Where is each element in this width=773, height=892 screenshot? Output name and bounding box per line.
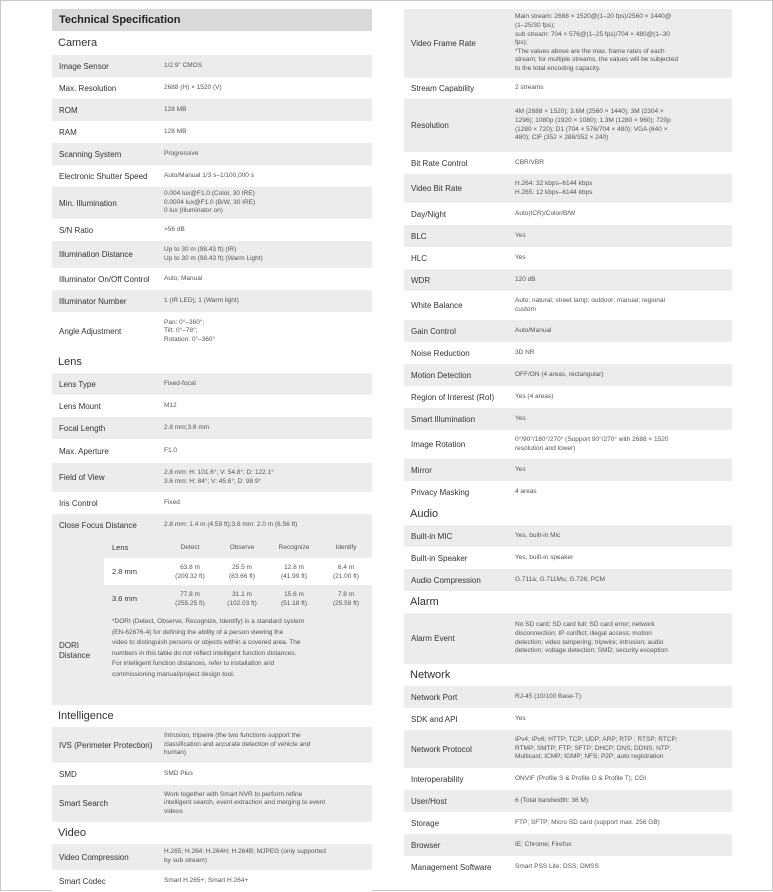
spec-value xyxy=(164,732,372,758)
spec-value xyxy=(515,371,732,380)
spec-value-line: videos xyxy=(164,807,183,815)
spec-row xyxy=(52,785,372,822)
spec-value xyxy=(164,380,372,389)
spec-value-line: Auto; natural; street lamp; outdoor; manual; regional xyxy=(515,296,665,304)
spec-value xyxy=(164,424,372,433)
spec-value xyxy=(515,621,732,655)
spec-value-line: (1280 × 720); D1 (704 × 576/704 × 480); VGA (640 × xyxy=(515,125,668,133)
spec-value-line: Smart H.265+; Smart H.264+ xyxy=(164,876,249,884)
dori-key: DORI Distance xyxy=(59,640,91,660)
spec-row xyxy=(404,708,732,730)
spec-value-line: Fixed-focal xyxy=(164,379,196,387)
dori-lens-cell: 3.6 mm xyxy=(112,594,138,603)
dori-distance-cell xyxy=(320,563,372,581)
spec-row xyxy=(404,613,732,664)
dori-distance-cell xyxy=(164,590,216,608)
spec-value-line: FTP; SFTP; Micro SD card (support max. 256 GB) xyxy=(515,818,660,826)
spec-key: Day/Night xyxy=(411,209,447,219)
spec-value-line: Auto; Manual xyxy=(164,274,203,282)
section-title-camera: Camera xyxy=(58,37,98,49)
dori-distance-line: (255.25 ft) xyxy=(175,599,205,607)
dori-distance-line: (41.99 ft) xyxy=(280,572,307,580)
spec-key: Stream Capability xyxy=(411,84,475,93)
dori-row xyxy=(104,558,372,585)
spec-value-line: 2 streams xyxy=(515,84,544,92)
spec-value-line: 1/2.9" CMOS xyxy=(164,61,203,69)
spec-key: Smart Codec xyxy=(59,876,106,886)
spec-key: Motion Detection xyxy=(411,370,472,380)
spec-value xyxy=(515,349,732,358)
spec-row xyxy=(404,203,732,225)
spec-key: Illuminator On/Off Control xyxy=(59,274,150,284)
spec-value-line: stream; for multiple streams, the values will be subjected xyxy=(515,56,678,64)
spec-row xyxy=(52,514,372,536)
spec-value-line: H.265: 12 kbps–6144 kbps xyxy=(515,188,593,196)
spec-row xyxy=(52,165,372,187)
spec-value xyxy=(164,319,372,345)
spec-key: Scanning System xyxy=(59,149,122,159)
spec-key: Built-in Speaker xyxy=(411,553,468,563)
spec-row xyxy=(52,395,372,417)
spec-key: Resolution xyxy=(411,121,449,130)
spec-value-line: 1 (IR LED); 1 (Warm light) xyxy=(164,296,239,304)
spec-value xyxy=(515,554,732,563)
spec-row xyxy=(52,99,372,121)
spec-row xyxy=(52,312,372,351)
dori-distance-line: (209.32 ft) xyxy=(175,572,205,580)
spec-value xyxy=(515,276,732,285)
spec-key: Illumination Distance xyxy=(59,250,133,259)
spec-key: Illuminator Number xyxy=(59,296,127,306)
spec-value-line: sub stream: 704 × 576@(1–25 fps)/704 × 480@(1–30 xyxy=(515,30,670,38)
spec-value xyxy=(164,469,372,486)
spec-value xyxy=(515,466,732,475)
spec-key: Bit Rate Control xyxy=(411,158,468,168)
spec-key: Close Focus Distance xyxy=(59,520,137,530)
spec-value-line: resolution and lower) xyxy=(515,444,576,452)
dori-distance-line: 7.8 m xyxy=(337,590,355,598)
spec-value-line: 4 areas xyxy=(515,487,537,495)
spec-row xyxy=(404,291,732,320)
spec-value xyxy=(164,499,372,508)
dori-distance-cell xyxy=(268,590,320,608)
spec-value xyxy=(164,172,372,181)
section-title-lens: Lens xyxy=(58,356,82,368)
spec-value-line: Yes xyxy=(515,465,526,473)
dori-distance-line: 6.4 m xyxy=(337,563,355,571)
spec-value-line: G.711a; G.711Mu; G.726; PCM xyxy=(515,575,606,583)
spec-row xyxy=(52,463,372,492)
spec-title: Technical Specification xyxy=(52,9,372,31)
spec-value xyxy=(515,232,732,241)
spec-key: Alarm Event xyxy=(411,634,455,643)
spec-value-line: Yes xyxy=(515,253,526,261)
dori-distance-cell xyxy=(216,590,268,608)
spec-value xyxy=(515,254,732,263)
spec-value xyxy=(515,532,732,541)
spec-value-line: fps); xyxy=(515,39,528,47)
spec-value xyxy=(164,150,372,159)
spec-row xyxy=(404,78,732,99)
spec-value-line: Progressive xyxy=(164,149,199,157)
spec-key: HLC xyxy=(411,253,428,263)
spec-value-line: Fixed xyxy=(164,498,180,506)
spec-row xyxy=(404,459,732,481)
spec-key: Network Protocol xyxy=(411,744,472,754)
dori-note-line: *DORI (Detect, Observe, Recognize, Identify) is a standard system xyxy=(112,618,305,625)
spec-value-line: 3.6 mm: H: 84°; V: 45.6°; D: 98.9° xyxy=(164,477,262,485)
spec-key: Electronic Shutter Speed xyxy=(59,171,148,181)
spec-value xyxy=(164,246,372,263)
spec-row xyxy=(52,268,372,290)
spec-value-line: 480); CIF (352 × 288/352 × 240) xyxy=(515,134,609,142)
spec-value-line: 1296); 1080p (1920 × 1080); 1.3M (1280 × 960); 720p xyxy=(515,116,671,124)
spec-key: SMD xyxy=(59,769,77,779)
spec-row xyxy=(404,408,732,430)
spec-row xyxy=(52,492,372,514)
spec-value-line: 2688 (H) × 1520 (V) xyxy=(164,83,222,91)
spec-row xyxy=(52,439,372,463)
spec-row xyxy=(52,187,372,219)
spec-value-line: Yes (4 areas) xyxy=(515,392,554,400)
spec-value-line: IPv4; IPv6; HTTP; TCP; UDP; ARP; RTP ; RTSP; RTCP; xyxy=(515,736,678,744)
spec-row xyxy=(404,174,732,203)
spec-key: Built-in MIC xyxy=(411,531,453,541)
spec-key: Audio Compression xyxy=(411,575,481,585)
spec-value-line: IE; Chrome; Firefox xyxy=(515,840,572,848)
spec-key: Max. Resolution xyxy=(59,83,117,93)
dori-distance-line: 77.8 m xyxy=(180,590,200,598)
spec-value-line: 128 MB xyxy=(164,105,187,113)
spec-key: Min. Illumination xyxy=(59,198,117,208)
spec-value-line: 0.004 lux@F1.0 (Color, 30 IRE) xyxy=(164,190,255,198)
dori-note-line: (EN-62676-4) for defining the ability of a person viewing the xyxy=(112,628,284,636)
spec-value-line: 4M (2688 × 1520); 3.6M (2560 × 1440); 3M (2304 × xyxy=(515,108,664,116)
spec-value xyxy=(515,297,732,314)
spec-value xyxy=(515,210,732,219)
spec-value-line: Yes, built-in speaker xyxy=(515,553,574,561)
spec-value-line: Tilt: 0°–78°; xyxy=(164,327,198,335)
dori-distance-cell xyxy=(320,590,372,608)
spec-value xyxy=(515,393,732,402)
spec-value xyxy=(515,13,732,73)
spec-row xyxy=(52,77,372,99)
spec-value-line: 128 MB xyxy=(164,127,187,135)
spec-value-line: 0 lux (Illuminator on) xyxy=(164,207,223,215)
spec-key: Browser xyxy=(411,840,441,850)
spec-row xyxy=(404,9,732,78)
spec-value-line: RTMP; SMTP; FTP; SFTP; DHCP; DNS; DDNS; NTP; xyxy=(515,744,671,752)
spec-value xyxy=(164,128,372,137)
spec-key: Max. Aperture xyxy=(59,446,109,456)
spec-value-line: SMD Plus xyxy=(164,769,193,777)
spec-key: Focal Length xyxy=(59,423,106,433)
dori-note-line: numbers in this table do not reflect intelligent function distances. xyxy=(112,649,297,657)
spec-value xyxy=(164,106,372,115)
dori-header-cell: Detect xyxy=(180,543,200,551)
spec-row xyxy=(404,790,732,812)
spec-key: Image Sensor xyxy=(59,61,109,71)
spec-value-line: >56 dB xyxy=(164,225,185,233)
dori-distance-cell xyxy=(268,563,320,581)
spec-row xyxy=(52,870,372,892)
spec-value xyxy=(515,488,732,497)
spec-value xyxy=(515,436,732,453)
spec-value xyxy=(515,576,732,585)
spec-row xyxy=(404,856,732,878)
spec-key: SDK and API xyxy=(411,714,458,724)
spec-value-line: Yes, built-in Mic xyxy=(515,531,561,539)
spec-value xyxy=(515,180,732,197)
spec-row xyxy=(52,121,372,143)
spec-row xyxy=(404,247,732,269)
spec-key: Video Compression xyxy=(59,852,129,862)
section-title-alarm: Alarm xyxy=(410,596,439,608)
spec-key: Lens Type xyxy=(59,379,96,389)
spec-value-line: Rotation: 0°–360° xyxy=(164,335,216,343)
spec-value xyxy=(515,819,732,828)
spec-row xyxy=(404,152,732,174)
spec-key: User/Host xyxy=(411,796,447,806)
spec-key: Privacy Masking xyxy=(411,487,470,497)
spec-value-line: 0.0004 lux@F1.0 (B/W, 30 IRE) xyxy=(164,198,256,206)
dori-distance-line: 12.8 m xyxy=(284,563,304,571)
dori-note-line: For intelligent function distances, refer to installation and xyxy=(112,660,275,668)
spec-value xyxy=(515,863,732,872)
spec-value-line: by sub stream) xyxy=(164,857,207,864)
spec-key: Interoperability xyxy=(411,774,464,784)
spec-value xyxy=(515,841,732,850)
spec-value-line: Yes xyxy=(515,231,526,239)
spec-value xyxy=(164,84,372,93)
spec-row xyxy=(404,99,732,152)
spec-row xyxy=(404,342,732,364)
spec-key: White Balance xyxy=(411,301,463,310)
spec-column-left xyxy=(52,9,372,892)
spec-value xyxy=(515,693,732,702)
spec-key: Video Bit Rate xyxy=(411,184,462,193)
spec-value xyxy=(515,84,732,93)
spec-value xyxy=(515,159,732,168)
dori-distance-line: (25.59 ft) xyxy=(332,599,359,607)
dori-distance-line: (102.03 ft) xyxy=(227,599,257,607)
spec-value-line: 2.8 mm: H: 101.6°; V: 54.8°; D: 122.1° xyxy=(164,468,274,476)
spec-value-line: intelligent search, event extraction and merging to event xyxy=(164,799,326,807)
spec-value xyxy=(164,770,372,779)
spec-value xyxy=(164,877,372,886)
spec-key: Video Frame Rate xyxy=(411,39,476,48)
spec-row xyxy=(52,763,372,785)
spec-value-line: to the total encoding capacity. xyxy=(515,64,601,72)
spec-value-line: CBR/VBR xyxy=(515,158,544,166)
section-title-video: Video xyxy=(58,827,86,839)
dori-lens-cell: 2.8 mm xyxy=(112,567,138,576)
dori-header-row xyxy=(104,536,372,558)
spec-value-line: disconnection; IP conflict; illegal access; motion xyxy=(515,629,652,637)
spec-row xyxy=(404,686,732,708)
dori-header-cell: Lens xyxy=(112,542,129,552)
spec-row xyxy=(404,569,732,591)
spec-row xyxy=(404,768,732,790)
dori-distance-line: 31.1 m xyxy=(232,590,252,598)
spec-value-line: Intrusion, tripwire (the two functions support the xyxy=(164,732,301,740)
spec-value-line: Smart PSS Lite; DSS; DMSS xyxy=(515,862,599,870)
spec-value-line: Up to 30 m (98.43 ft) (Warm Light) xyxy=(164,254,263,262)
spec-value xyxy=(515,797,732,806)
spec-value-line: H.265; H.264; H.264H; H.264B; MJPEG (only supported xyxy=(164,848,326,856)
spec-row xyxy=(404,812,732,834)
spec-value-line: Auto/Manual xyxy=(515,326,552,334)
spec-value-line: Yes xyxy=(515,714,526,722)
spec-value xyxy=(515,415,732,424)
spec-value-line: classification and accurate detection of vehicle and xyxy=(164,740,311,748)
spec-key: Gain Control xyxy=(411,326,456,336)
spec-value xyxy=(515,715,732,724)
spec-value-line: OFF/ON (4 areas, rectangular) xyxy=(515,370,604,378)
dori-distance-line: (21.00 ft) xyxy=(332,572,359,580)
spec-value xyxy=(164,402,372,411)
spec-value xyxy=(164,447,372,456)
spec-row xyxy=(52,727,372,763)
spec-key: Network Port xyxy=(411,692,458,702)
dori-note-line: commissioning manual/project design tool. xyxy=(112,670,235,678)
spec-row xyxy=(52,417,372,439)
dori-distance-line: (51.18 ft) xyxy=(280,599,307,607)
spec-value xyxy=(515,775,732,784)
dori-body xyxy=(104,536,372,705)
spec-row xyxy=(52,219,372,241)
spec-value xyxy=(164,848,372,865)
spec-value-line: human) xyxy=(164,749,187,757)
spec-key: Noise Reduction xyxy=(411,348,470,358)
spec-key: Region of Interest (RoI) xyxy=(411,392,495,402)
spec-row xyxy=(404,364,732,386)
spec-value-line: detection; voltage detection; SMD; security exception xyxy=(515,647,668,655)
spec-row xyxy=(404,386,732,408)
spec-key: IVS (Perimeter Protection) xyxy=(59,740,153,750)
dori-note-line: video to distinguish persons or objects within a covered area. The xyxy=(112,639,301,647)
spec-value-line: custom xyxy=(515,305,536,313)
spec-value-line: H.264: 32 kbps–6144 kbps xyxy=(515,179,593,187)
spec-value xyxy=(164,297,372,306)
spec-value-line: No SD card; SD card full; SD card error; network xyxy=(515,621,655,629)
spec-key: Management Software xyxy=(411,862,492,872)
spec-row xyxy=(52,55,372,77)
spec-value xyxy=(515,327,732,336)
spec-value xyxy=(164,275,372,284)
dori-header-cell: Identify xyxy=(335,543,357,551)
spec-row xyxy=(404,834,732,856)
spec-row xyxy=(404,269,732,291)
dori-distance-cell xyxy=(164,563,216,581)
spec-value-line: 2.8 mm: 1.4 m (4.59 ft);3.6 mm: 2.0 m (6.56 ft) xyxy=(164,520,298,528)
dori-header-cell: Recognize xyxy=(278,543,310,551)
spec-value-line: Auto/Manual 1/3 s–1/100,000 s xyxy=(164,171,254,179)
spec-value-line: Multicast; ICMP; IGMP; NFS; P2P; auto registration xyxy=(515,753,664,761)
spec-key: Iris Control xyxy=(59,498,98,508)
spec-value xyxy=(164,190,372,216)
spec-row xyxy=(404,320,732,342)
spec-row xyxy=(404,481,732,503)
dori-distance-line: 63.8 m xyxy=(180,563,200,571)
spec-value-line: Up to 30 m (98.43 ft) (IR) xyxy=(164,245,237,253)
dori-distance-line: 15.6 m xyxy=(284,590,304,598)
spec-value xyxy=(164,62,372,71)
spec-value-line: Work together with Smart NVR to perform refine xyxy=(164,790,303,798)
spec-row xyxy=(404,225,732,247)
section-title-audio: Audio xyxy=(410,508,439,520)
spec-value xyxy=(164,521,372,530)
spec-row xyxy=(404,430,732,459)
spec-row xyxy=(52,844,372,870)
spec-value-line: Main stream: 2688 × 1520@(1–20 fps)/2560 × 1440@ xyxy=(515,13,672,21)
spec-row xyxy=(404,730,732,768)
spec-value xyxy=(515,108,732,142)
spec-row xyxy=(52,290,372,312)
dori-header-cell: Observe xyxy=(229,543,255,551)
spec-value-line: 0°/90°/180°/270° (Support 90°/270° with 2688 × 1520 xyxy=(515,435,669,443)
spec-value-line: ONVIF (Profile S & Profile G & Profile T); CGI xyxy=(515,774,646,782)
spec-key: Lens Mount xyxy=(59,401,101,411)
spec-key: S/N Ratio xyxy=(59,225,94,235)
spec-value-line: RJ-45 (10/100 Base-T) xyxy=(515,692,582,700)
section-title-network: Network xyxy=(410,669,451,681)
spec-key: RAM xyxy=(59,127,77,137)
dori-distance-cell xyxy=(216,563,268,581)
spec-key: Storage xyxy=(411,818,440,828)
spec-column-right xyxy=(404,9,732,878)
spec-key: Smart Illumination xyxy=(411,414,476,424)
spec-value-line: 3D NR xyxy=(515,348,535,356)
spec-key: WDR xyxy=(411,275,431,285)
spec-value-line: Pan: 0°–360°; xyxy=(164,318,205,326)
dori-note xyxy=(104,612,372,705)
spec-key: Mirror xyxy=(411,465,432,475)
spec-value-line: Yes xyxy=(515,414,526,422)
spec-value-line: *The values above are the max. frame rates of each xyxy=(515,47,665,55)
spec-value-line: 120 dB xyxy=(515,275,536,283)
dori-distance-line: (83.66 ft) xyxy=(228,572,255,580)
spec-row xyxy=(404,547,732,569)
spec-key: Angle Adjustment xyxy=(59,327,122,336)
spec-key: Field of View xyxy=(59,473,105,482)
section-title-intelligence: Intelligence xyxy=(58,710,114,722)
spec-row xyxy=(52,373,372,395)
spec-row xyxy=(52,143,372,165)
spec-key: Image Rotation xyxy=(411,440,466,449)
dori-row xyxy=(104,585,372,612)
spec-row xyxy=(404,525,732,547)
spec-value-line: (1–25/30 fps); xyxy=(515,22,556,30)
spec-value-line: F1.0 xyxy=(164,446,178,454)
spec-value-line: 6 (Total bandwidth: 36 M) xyxy=(515,796,588,804)
spec-value-line: detection; video tampering; tripwire; intrusion; audio xyxy=(515,638,664,646)
spec-value-line: 2.8 mm;3.6 mm xyxy=(164,423,210,431)
spec-key: Smart Search xyxy=(59,799,108,808)
spec-value xyxy=(164,226,372,235)
dori-distance-line: 25.5 m xyxy=(232,563,252,571)
spec-value xyxy=(164,791,372,817)
spec-key: ROM xyxy=(59,105,78,115)
spec-row xyxy=(52,241,372,268)
dori-table xyxy=(52,536,372,705)
spec-key: BLC xyxy=(411,231,427,241)
spec-value-line: M12 xyxy=(164,401,177,409)
spec-value-line: Auto(ICR)/Color/B/W xyxy=(515,209,576,217)
spec-value xyxy=(515,736,732,762)
